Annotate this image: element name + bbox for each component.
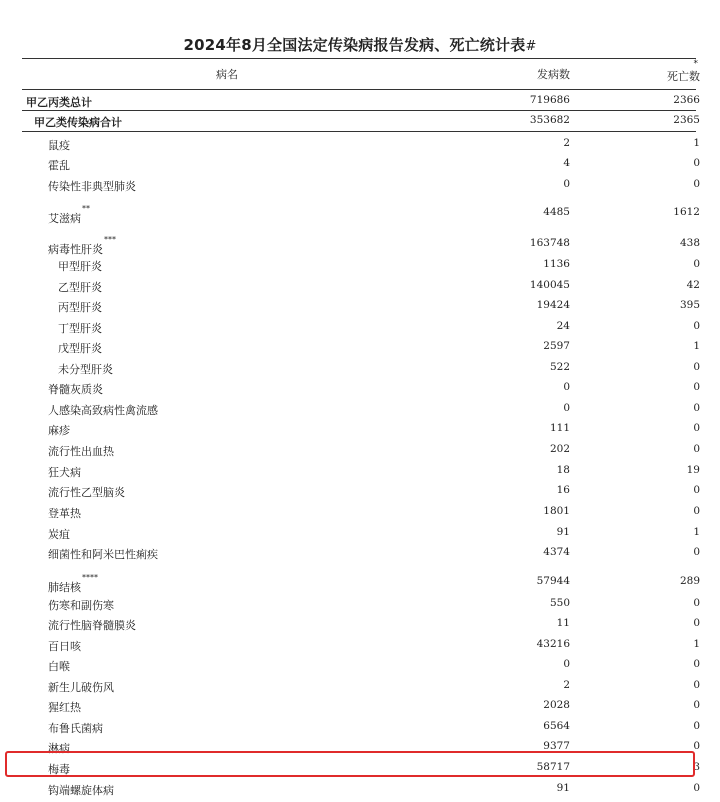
- header-deaths: [582, 60, 700, 85]
- table-header: [22, 59, 700, 90]
- table-row: [22, 597, 700, 617]
- deaths-value: 0: [693, 782, 700, 794]
- cases-value: 2028: [543, 699, 570, 711]
- disease-name: [48, 204, 90, 226]
- cases-value: 11: [556, 617, 570, 629]
- disease-name-text: 白喉: [48, 660, 70, 673]
- disease-name: [34, 114, 122, 130]
- cases-value: 91: [556, 526, 570, 538]
- deaths-value: 289: [679, 575, 700, 587]
- disease-name-text: 戊型肝炎: [58, 342, 102, 355]
- disease-name: [48, 402, 158, 418]
- disease-name-text: 未分型肝炎: [58, 363, 113, 376]
- disease-name: [58, 299, 102, 315]
- deaths-value: 395: [679, 299, 700, 311]
- disease-name-text: 甲乙丙类总计: [26, 96, 92, 109]
- deaths-value: 0: [693, 178, 700, 190]
- deaths-value: 1612: [673, 206, 700, 218]
- cases-value: 9377: [543, 740, 570, 752]
- table-row: [22, 546, 700, 566]
- disease-name-text: 流行性乙型脑炎: [48, 486, 125, 499]
- deaths-value: 0: [693, 443, 700, 455]
- deaths-value: 1: [693, 638, 700, 650]
- disease-name-text: 登革热: [48, 507, 81, 520]
- cases-value: 24: [556, 320, 570, 332]
- cases-value: 163748: [529, 237, 570, 249]
- table-row: [22, 617, 700, 637]
- deaths-value: 0: [693, 361, 700, 373]
- cases-value: 57944: [536, 575, 570, 587]
- table-row: [22, 340, 700, 360]
- disease-name-text: 丙型肝炎: [58, 301, 102, 314]
- disease-name-text: 布鲁氏菌病: [48, 722, 103, 735]
- table-row: [22, 699, 700, 719]
- disease-name-text: 梅毒: [48, 763, 70, 776]
- table-row: [22, 443, 700, 463]
- highlight-box: [5, 751, 695, 777]
- disease-name: [48, 443, 114, 459]
- disease-name-text: 猩红热: [48, 701, 81, 714]
- table-row: [22, 279, 700, 299]
- deaths-value: 1: [693, 340, 700, 352]
- cases-value: 16: [556, 484, 570, 496]
- cases-value: 0: [563, 658, 570, 670]
- disease-name: [48, 638, 81, 654]
- top-rule: [22, 58, 696, 59]
- table-row: [22, 361, 700, 381]
- deaths-value: 0: [693, 699, 700, 711]
- table-row: [22, 320, 700, 340]
- table-row: [22, 402, 700, 422]
- table-title-text: 2024年8月全国法定传染病报告发病、死亡统计表: [183, 36, 526, 54]
- deaths-value: 2366: [673, 94, 700, 106]
- cases-value: 4374: [543, 546, 570, 558]
- disease-name: [26, 94, 92, 110]
- cases-value: 0: [563, 402, 570, 414]
- table-row: [22, 526, 700, 546]
- deaths-value: 3: [693, 761, 700, 773]
- deaths-value: 2365: [673, 114, 700, 126]
- disease-name: [58, 279, 102, 295]
- cases-value: 1136: [543, 258, 570, 270]
- table-row: [22, 94, 700, 114]
- footnote-mark: ***: [104, 235, 116, 245]
- cases-value: 719686: [529, 94, 570, 106]
- table-row: [22, 720, 700, 740]
- cases-value: 19424: [536, 299, 570, 311]
- table-row: [22, 178, 700, 198]
- cases-value: 550: [549, 597, 570, 609]
- cases-value: 4: [563, 157, 570, 169]
- disease-name-text: 麻疹: [48, 424, 70, 437]
- header-rule: [22, 89, 696, 90]
- disease-name-text: 新生儿破伤风: [48, 681, 114, 694]
- disease-name: [48, 526, 70, 542]
- disease-name-text: 人感染高致病性禽流感: [48, 404, 158, 417]
- table-row: [22, 464, 700, 484]
- cases-value: 0: [563, 178, 570, 190]
- deaths-value: 19: [686, 464, 700, 476]
- cases-value: 2: [563, 679, 570, 691]
- table-row: [22, 299, 700, 319]
- table-row: [22, 381, 700, 401]
- disease-name-text: 流行性脑脊髓膜炎: [48, 619, 136, 632]
- table-row: [22, 114, 700, 134]
- disease-name-text: 艾滋病: [48, 212, 81, 225]
- disease-name-text: 流行性出血热: [48, 445, 114, 458]
- disease-name-text: 甲乙类传染病合计: [34, 116, 122, 129]
- deaths-value: 0: [693, 484, 700, 496]
- table-row: [22, 233, 700, 256]
- cases-value: 1801: [543, 505, 570, 517]
- disease-name: [58, 320, 102, 336]
- table-row: [22, 202, 700, 225]
- disease-name: [58, 361, 113, 377]
- table-title-mark: #: [525, 39, 537, 54]
- disease-name: [48, 699, 81, 715]
- table-row: [22, 484, 700, 504]
- disease-name-text: 传染性非典型肺炎: [48, 180, 136, 193]
- table-row: [22, 422, 700, 442]
- footnote-mark: **: [82, 204, 90, 214]
- cases-value: 58717: [536, 761, 570, 773]
- cases-value: 2597: [543, 340, 570, 352]
- disease-name: [48, 137, 70, 153]
- table-row: [22, 679, 700, 699]
- disease-name-text: 丁型肝炎: [58, 322, 102, 335]
- disease-name: [48, 484, 125, 500]
- disease-name: [48, 617, 136, 633]
- deaths-value: 0: [693, 320, 700, 332]
- disease-name-text: 病毒性肝炎: [48, 243, 103, 256]
- footnote-mark: ****: [82, 573, 98, 583]
- cases-value: 4485: [543, 206, 570, 218]
- disease-name-text: 脊髓灰质炎: [48, 383, 103, 396]
- disease-name-text: 细菌性和阿米巴性痢疾: [48, 548, 158, 561]
- cases-value: 140045: [529, 279, 570, 291]
- table-row: [22, 638, 700, 658]
- deaths-value: 1: [693, 137, 700, 149]
- deaths-value: 42: [686, 279, 700, 291]
- cases-value: 202: [549, 443, 570, 455]
- cases-value: 2: [563, 137, 570, 149]
- disease-name: [48, 381, 103, 397]
- disease-name: [48, 235, 116, 257]
- disease-name: [48, 658, 70, 674]
- deaths-value: 0: [693, 679, 700, 691]
- deaths-value: 0: [693, 381, 700, 393]
- disease-name: [58, 258, 102, 274]
- deaths-value: 0: [693, 505, 700, 517]
- table-title: [0, 34, 720, 55]
- table-row: [22, 658, 700, 678]
- disease-name-text: 炭疽: [48, 528, 70, 541]
- disease-name-text: 伤寒和副伤寒: [48, 599, 114, 612]
- table-row: [22, 505, 700, 525]
- disease-name: [48, 178, 136, 194]
- deaths-value: 0: [693, 617, 700, 629]
- cases-value: 18: [556, 464, 570, 476]
- header-deaths-label: 死亡数: [667, 70, 700, 83]
- deaths-value: 0: [693, 402, 700, 414]
- deaths-value: 0: [693, 546, 700, 558]
- disease-name-text: 乙型肝炎: [58, 281, 102, 294]
- cases-value: 6564: [543, 720, 570, 732]
- deaths-value: 0: [693, 422, 700, 434]
- disease-name: [48, 157, 70, 173]
- deaths-value: 1: [693, 526, 700, 538]
- deaths-value: 0: [693, 720, 700, 732]
- disease-name: [48, 573, 98, 595]
- disease-name-text: 鼠疫: [48, 139, 70, 152]
- disease-name: [48, 422, 70, 438]
- table-row: [22, 571, 700, 594]
- disease-name: [48, 597, 114, 613]
- deaths-value: 0: [693, 740, 700, 752]
- disease-name: [48, 464, 81, 480]
- deaths-value: 0: [693, 258, 700, 270]
- disease-name: [48, 720, 103, 736]
- table-row: [22, 157, 700, 177]
- cases-value: 111: [549, 422, 570, 434]
- cases-value: 43216: [536, 638, 570, 650]
- deaths-value: 0: [693, 597, 700, 609]
- header-name: 病名: [216, 68, 238, 81]
- disease-name: [58, 340, 102, 356]
- table-row: [22, 782, 700, 802]
- disease-name: [48, 505, 81, 521]
- disease-name-text: 淋病: [48, 742, 70, 755]
- table-row: [22, 258, 700, 278]
- header-cases: 发病数: [537, 68, 570, 81]
- disease-name-text: 百日咳: [48, 640, 81, 653]
- deaths-value: 0: [693, 157, 700, 169]
- deaths-value: 438: [679, 237, 700, 249]
- disease-name-text: 钩端螺旋体病: [48, 784, 114, 797]
- disease-name: [48, 546, 158, 562]
- table-row: [22, 137, 700, 157]
- disease-name-text: 霍乱: [48, 159, 70, 172]
- disease-name: [48, 679, 114, 695]
- disease-name-text: 肺结核: [48, 581, 81, 594]
- cases-value: 522: [549, 361, 570, 373]
- cases-value: 0: [563, 381, 570, 393]
- cases-value: 353682: [529, 114, 570, 126]
- disease-name-text: 甲型肝炎: [58, 260, 102, 273]
- cases-value: 91: [556, 782, 570, 794]
- header-deaths-mark: *: [693, 59, 698, 69]
- deaths-value: 0: [693, 658, 700, 670]
- disease-name-text: 狂犬病: [48, 466, 81, 479]
